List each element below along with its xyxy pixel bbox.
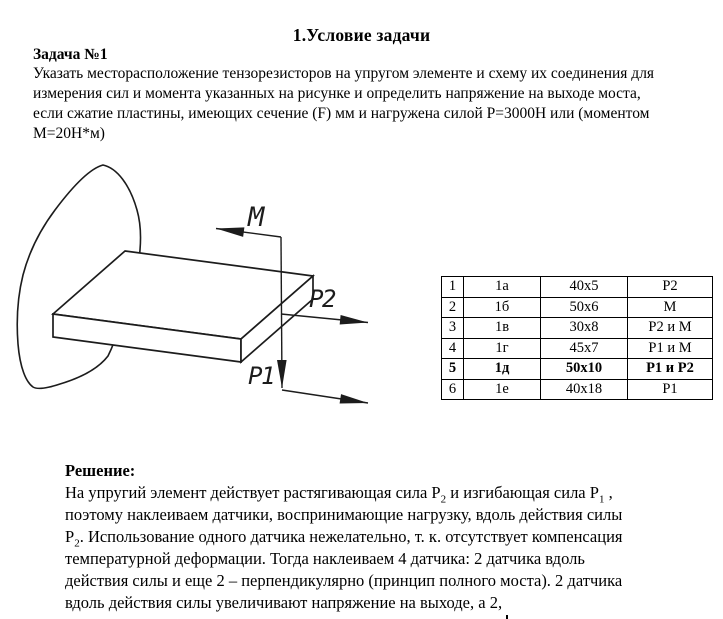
table-cell-forces: Р1	[628, 379, 713, 400]
table-row	[442, 359, 713, 380]
text-line: измерения сил и момента указанных на рисунке и определить напряжение на выходе моста,	[33, 85, 641, 102]
moment-label: M	[248, 202, 263, 233]
table-cell-code: 1е	[464, 379, 541, 400]
force-p2-arrow	[281, 314, 368, 323]
table-row	[442, 318, 713, 339]
task-paragraph	[33, 64, 705, 144]
text-line: Указать месторасположение тензорезисторов на упругом элементе и схему их соединения для	[33, 65, 655, 82]
table-cell-forces: Р1 и Р2	[628, 359, 713, 380]
text-line: температурной деформации. Тогда наклеиваем 4 датчика: 2 датчика вдоль	[65, 549, 585, 568]
axis-arrow	[282, 390, 368, 403]
cutoff-next-line-fragment	[506, 615, 508, 619]
table-row	[442, 379, 713, 400]
text-line: поэтому наклеиваем датчики, воспринимающие нагрузку, вдоль действия силы	[65, 505, 623, 524]
table-cell-code: 1б	[464, 297, 541, 318]
table-cell-forces: Р1 и М	[628, 338, 713, 359]
text-line: М=20Н*м)	[33, 125, 105, 142]
table-cell-section: 30x8	[541, 318, 628, 339]
table-cell-num: 5	[442, 359, 464, 380]
table-row	[442, 277, 713, 298]
force-p1-arrow	[281, 237, 282, 388]
text-line: действия силы и еще 2 – перпендикулярно (принцип полного моста). 2 датчика	[65, 571, 623, 590]
text-line: вдоль действия силы увеличивают напряжение на выходе, а 2,	[65, 593, 503, 612]
table-cell-section: 40x5	[541, 277, 628, 298]
table-cell-code: 1а	[464, 277, 541, 298]
text-line: если сжатие пластины, имеющих сечение (F) мм и нагружена силой Р=3000Н или (моментом	[33, 105, 650, 122]
solution-heading: Решение:	[65, 461, 136, 480]
table-cell-section: 45x7	[541, 338, 628, 359]
table-cell-num: 1	[442, 277, 464, 298]
table-cell-forces: М	[628, 297, 713, 318]
table-row	[442, 338, 713, 359]
text-line: На упругий элемент действует растягивающая сила $Р_2$ и изгибающая сила $Р_1$ ,	[65, 483, 613, 506]
table-cell-code: 1в	[464, 318, 541, 339]
variants-table	[441, 276, 713, 400]
solution-paragraph	[65, 482, 715, 614]
force-p2-label: P2	[309, 285, 335, 313]
table-cell-forces: Р2 и М	[628, 318, 713, 339]
variants-table-body	[442, 277, 713, 400]
elastic-element-figure	[0, 150, 440, 418]
table-cell-section: 40x18	[541, 379, 628, 400]
task-heading: Задача №1	[33, 46, 108, 63]
table-cell-forces: Р2	[628, 277, 713, 298]
table-cell-num: 3	[442, 318, 464, 339]
table-cell-num: 6	[442, 379, 464, 400]
text-line: $Р_2$. Использование одного датчика нежелательно, т. к. отсутствует компенсация	[65, 527, 623, 550]
table-cell-section: 50x6	[541, 297, 628, 318]
table-cell-num: 4	[442, 338, 464, 359]
table-row	[442, 297, 713, 318]
table-cell-num: 2	[442, 297, 464, 318]
force-p1-label: P1	[248, 362, 274, 390]
page-title: 1.Условие задачи	[292, 25, 431, 45]
table-cell-code: 1г	[464, 338, 541, 359]
table-cell-code: 1д	[464, 359, 541, 380]
table-cell-section: 50x10	[541, 359, 628, 380]
